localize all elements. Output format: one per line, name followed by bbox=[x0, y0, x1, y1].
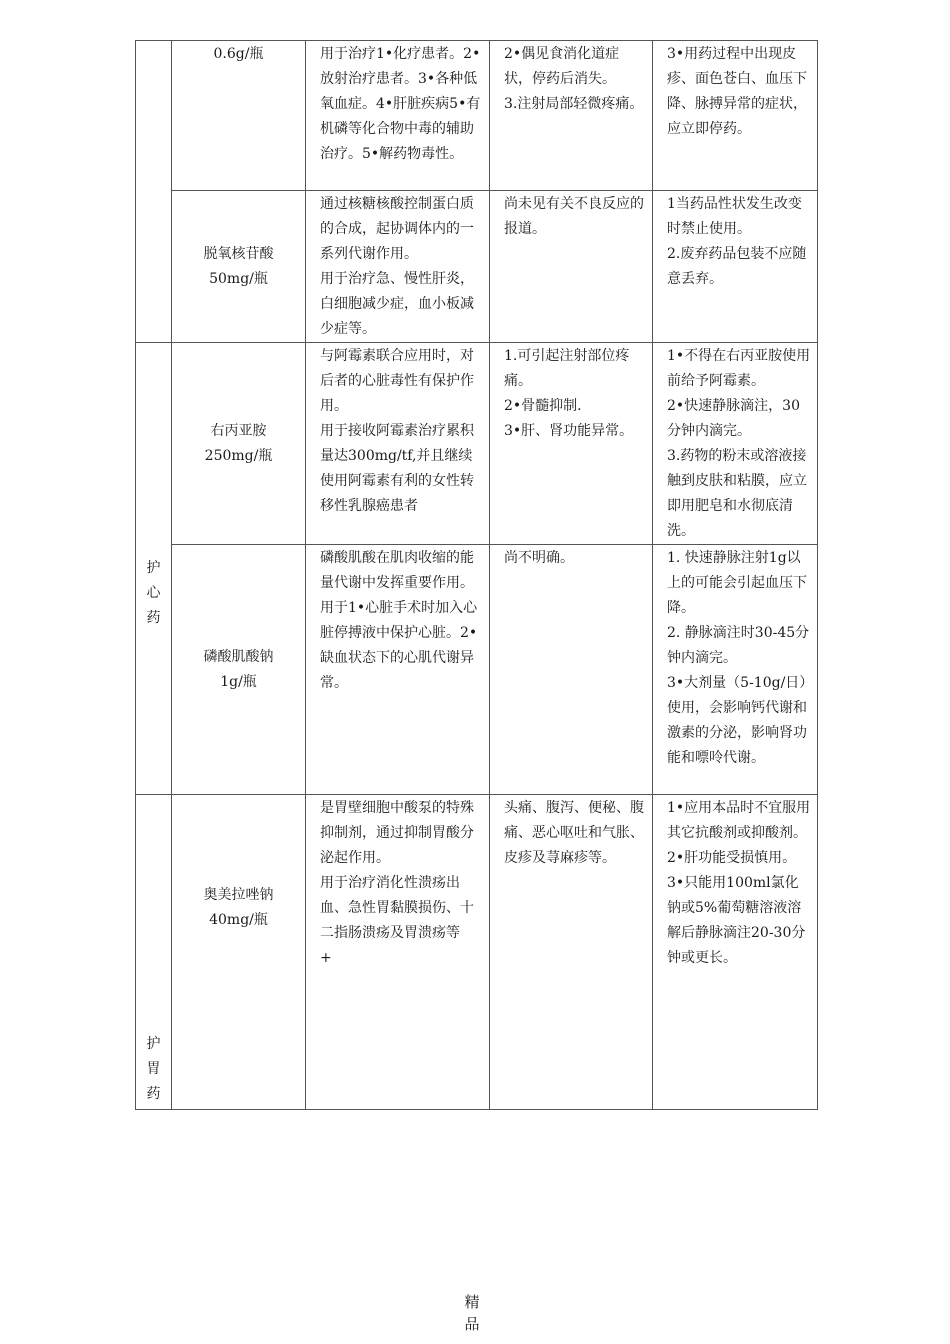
precaution-cell: 3•用药过程中出现皮疹、面色苍白、血压下降、脉搏异常的症状，应立即停药。 bbox=[653, 41, 818, 191]
table-row bbox=[136, 343, 818, 545]
drug-name-cell: 奥美拉唑钠 40mg/瓶 bbox=[172, 795, 306, 1110]
adverse-reaction-cell: 头痛、腹泻、便秘、腹痛、恶心呕吐和气胀、皮疹及荨麻疹等。 bbox=[490, 795, 653, 1110]
precaution-cell: 1. 快速静脉注射1g以上的可能会引起血压下降。 2. 静脉滴注时30-45分钟内滴完。 3•大剂量（5-10g/日）使用，会影响钙代谢和激素的分泌，影响肾功能和嘌呤代谢。 bbox=[653, 545, 818, 795]
indication-cell: 通过核糖核酸控制蛋白质的合成，起协调体内的一系列代谢作用。 用于治疗急、慢性肝炎，白细胞减少症，血小板减少症等。 bbox=[306, 191, 490, 343]
drug-name-cell: 0.6g/瓶 bbox=[172, 41, 306, 191]
page-footer-watermark: 精品 bbox=[464, 1293, 480, 1333]
indication-cell: 是胃壁细胞中酸泵的特殊抑制剂，通过抑制胃酸分泌起作用。 用于治疗消化性溃疡出血、急性胃黏膜损伤、十二指肠溃疡及胃溃疡等 + bbox=[306, 795, 490, 1110]
category-cell-stomach bbox=[136, 795, 172, 1110]
adverse-reaction-cell: 2•偶见食消化道症状，停药后消失。 3.注射局部轻微疼痛。 bbox=[490, 41, 653, 191]
indication-cell: 磷酸肌酸在肌肉收缩的能量代谢中发挥重要作用。 用于1•心脏手术时加入心脏停搏液中保护心脏。2•缺血状态下的心肌代谢异常。 bbox=[306, 545, 490, 795]
table-row bbox=[136, 795, 818, 1110]
precaution-cell: 1当药品性状发生改变时禁止使用。 2.废弃药品包装不应随意丢弃。 bbox=[653, 191, 818, 343]
category-cell-empty bbox=[136, 41, 172, 343]
adverse-reaction-cell: 尚不明确。 bbox=[490, 545, 653, 795]
adverse-reaction-cell: 1.可引起注射部位疼痛。 2•骨髓抑制. 3•肝、肾功能异常。 bbox=[490, 343, 653, 545]
drug-info-table bbox=[135, 40, 818, 1110]
indication-cell: 与阿霉素联合应用时，对后者的心脏毒性有保护作用。 用于接收阿霉素治疗累积量达300mg/tf,并且继续使用阿霉素有利的女性转移性乳腺癌患者 bbox=[306, 343, 490, 545]
table-row bbox=[136, 191, 818, 343]
precaution-cell: 1•不得在右丙亚胺使用前给予阿霉素。 2•快速静脉滴注，30分钟内滴完。 3.药物的粉末或溶液接触到皮肤和粘膜，应立即用肥皂和水彻底清洗。 bbox=[653, 343, 818, 545]
category-label-stomach: 护胃药 bbox=[146, 1036, 161, 1102]
indication-cell: 用于治疗1•化疗患者。2•放射治疗患者。3•各种低氧血症。4•肝脏疾病5•有机磷等化合物中毒的辅助治疗。5•解药物毒性。 bbox=[306, 41, 490, 191]
drug-name-cell: 脱氧核苷酸 50mg/瓶 bbox=[172, 191, 306, 343]
precaution-cell: 1•应用本品时不宜服用其它抗酸剂或抑酸剂。 2•肝功能受损慎用。 3•只能用100ml氯化钠或5%葡萄糖溶液溶解后静脉滴注20-30分钟或更长。 bbox=[653, 795, 818, 1110]
drug-name-cell: 右丙亚胺 250mg/瓶 bbox=[172, 343, 306, 545]
category-label-heart: 护心药 bbox=[146, 560, 161, 626]
drug-name-cell: 磷酸肌酸钠 1g/瓶 bbox=[172, 545, 306, 795]
category-cell-heart bbox=[136, 343, 172, 795]
adverse-reaction-cell: 尚未见有关不良反应的报道。 bbox=[490, 191, 653, 343]
table-row bbox=[136, 41, 818, 191]
table-row bbox=[136, 545, 818, 795]
